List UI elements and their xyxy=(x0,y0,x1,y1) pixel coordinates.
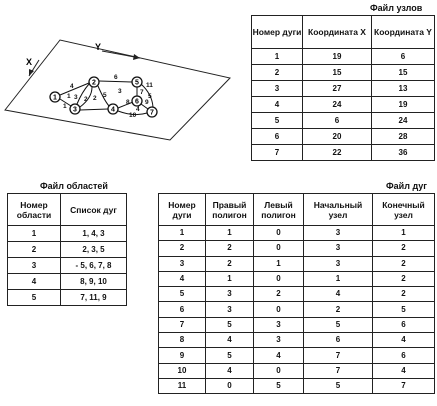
table-cell: 5 xyxy=(373,302,435,317)
table-cell: 2 xyxy=(206,256,254,271)
table-row xyxy=(159,378,435,393)
table-cell: 7 xyxy=(304,348,373,363)
arc-label-10: 10 xyxy=(129,112,137,119)
table-cell: 1 xyxy=(206,271,254,286)
node-label: 5 xyxy=(135,79,139,87)
table-row xyxy=(252,49,435,65)
table-cell: 0 xyxy=(254,271,304,286)
table-cell: 1 xyxy=(159,226,206,241)
table-cell: 4 xyxy=(159,271,206,286)
table-cell: 19 xyxy=(303,49,372,65)
table-row xyxy=(159,317,435,332)
region-label-2: 2 xyxy=(93,95,97,102)
table-cell: 13 xyxy=(372,81,435,97)
table-cell: 1 xyxy=(373,226,435,241)
table-cell: 5 xyxy=(206,348,254,363)
table-cell: 5 xyxy=(304,378,373,393)
table-cell: 2 xyxy=(252,65,303,81)
table-row xyxy=(159,333,435,348)
table-cell: 2 xyxy=(373,256,435,271)
table-row xyxy=(159,256,435,271)
table-cell: 15 xyxy=(303,65,372,81)
arc-label-3: 3 xyxy=(74,94,78,101)
table-cell: 4 xyxy=(206,333,254,348)
table-cell: 6 xyxy=(304,333,373,348)
table-cell: 2 xyxy=(304,302,373,317)
column-header: Координата X xyxy=(303,16,372,49)
arc-label-2: 2 xyxy=(84,96,88,103)
table-cell: 4 xyxy=(373,333,435,348)
table-cell: 24 xyxy=(303,97,372,113)
node-7 xyxy=(147,107,157,117)
node-1 xyxy=(50,92,60,102)
table-cell: 2 xyxy=(254,287,304,302)
table-cell: 7, 11, 9 xyxy=(61,290,127,306)
axis-x-label: X xyxy=(26,57,33,67)
table-cell: 4 xyxy=(252,97,303,113)
arc-label-8: 8 xyxy=(126,99,130,106)
table-cell: 15 xyxy=(372,65,435,81)
table-cell: 4 xyxy=(254,348,304,363)
axis-y-label: Y xyxy=(95,42,102,52)
table-cell: 4 xyxy=(373,363,435,378)
table-cell: 7 xyxy=(373,378,435,393)
table-row xyxy=(159,287,435,302)
table-cell: 0 xyxy=(254,302,304,317)
table-cell: 5 xyxy=(206,317,254,332)
table-row xyxy=(159,241,435,256)
table-row xyxy=(252,81,435,97)
table-row xyxy=(252,113,435,129)
table-cell: 6 xyxy=(373,348,435,363)
table-cell: 3 xyxy=(159,256,206,271)
table-cell: 0 xyxy=(206,378,254,393)
node-5 xyxy=(132,77,142,87)
table-cell: 1 xyxy=(8,226,61,242)
table-row xyxy=(252,129,435,145)
column-header: Конечный узел xyxy=(373,194,435,226)
table-cell: 22 xyxy=(303,145,372,161)
table-cell: 5 xyxy=(8,290,61,306)
table-header-row xyxy=(252,16,435,49)
column-header: Левый полигон xyxy=(254,194,304,226)
node-6 xyxy=(132,96,142,106)
table-header-row xyxy=(8,194,127,226)
table-cell: 3 xyxy=(206,302,254,317)
table-cell: 4 xyxy=(304,287,373,302)
table-cell: 10 xyxy=(159,363,206,378)
table-row xyxy=(252,65,435,81)
table-cell: 4 xyxy=(206,363,254,378)
table-cell: 0 xyxy=(254,241,304,256)
table-cell: 2 xyxy=(373,287,435,302)
table-row xyxy=(159,271,435,286)
node-label: 2 xyxy=(92,79,96,87)
table-cell: 8 xyxy=(159,333,206,348)
table-cell: 0 xyxy=(254,226,304,241)
table-cell: 27 xyxy=(303,81,372,97)
table-cell: 5 xyxy=(304,317,373,332)
node-file-table xyxy=(251,15,435,161)
table-cell: 8, 9, 10 xyxy=(61,274,127,290)
arc-label-7: 7 xyxy=(140,89,144,96)
table-cell: 6 xyxy=(159,302,206,317)
table-row xyxy=(252,97,435,113)
region-label-1: 1 xyxy=(67,93,71,100)
table-cell: 6 xyxy=(303,113,372,129)
table-cell: 28 xyxy=(372,129,435,145)
node-label: 4 xyxy=(111,106,115,114)
table-row xyxy=(8,274,127,290)
table-cell: 7 xyxy=(304,363,373,378)
column-header: Номер дуги xyxy=(159,194,206,226)
node-label: 7 xyxy=(150,109,154,117)
table-row xyxy=(159,226,435,241)
column-header: Номер области xyxy=(8,194,61,226)
table-row xyxy=(8,226,127,242)
node-label: 1 xyxy=(53,94,57,102)
table-row xyxy=(8,242,127,258)
arc-label-11: 11 xyxy=(146,82,153,89)
table-cell: 5 xyxy=(254,378,304,393)
node-label: 3 xyxy=(73,106,77,114)
region-label-3: 3 xyxy=(118,88,122,95)
table-cell: 3 xyxy=(304,241,373,256)
table-cell: 1, 4, 3 xyxy=(61,226,127,242)
column-header: Правый полигон xyxy=(206,194,254,226)
table-row xyxy=(252,145,435,161)
table-cell: 1 xyxy=(304,271,373,286)
table-cell: 0 xyxy=(254,363,304,378)
table-cell: - 5, 6, 7, 8 xyxy=(61,258,127,274)
region-file-title: Файл областей xyxy=(40,181,108,191)
table-cell: 3 xyxy=(254,333,304,348)
table-cell: 6 xyxy=(252,129,303,145)
polygon-network-diagram xyxy=(0,0,240,150)
table-cell: 6 xyxy=(372,49,435,65)
node-4 xyxy=(108,104,118,114)
region-file-table xyxy=(7,193,127,306)
region-label-4: 4 xyxy=(136,106,140,113)
table-cell: 11 xyxy=(159,378,206,393)
table-cell: 7 xyxy=(252,145,303,161)
node-3 xyxy=(70,104,80,114)
table-cell: 2 xyxy=(8,242,61,258)
arc-label-9: 9 xyxy=(145,99,149,106)
arc-file-table xyxy=(158,193,435,394)
table-cell: 5 xyxy=(252,113,303,129)
node-label: 6 xyxy=(135,98,139,106)
table-cell: 24 xyxy=(372,113,435,129)
table-cell: 2 xyxy=(206,241,254,256)
table-cell: 2 xyxy=(373,271,435,286)
node-2 xyxy=(89,77,99,87)
table-cell: 5 xyxy=(159,287,206,302)
arc-label-5: 5 xyxy=(103,92,107,99)
table-cell: 9 xyxy=(159,348,206,363)
table-cell: 1 xyxy=(206,226,254,241)
table-row xyxy=(159,363,435,378)
table-cell: 36 xyxy=(372,145,435,161)
arc-label-6: 6 xyxy=(114,74,118,81)
arc-file-title: Файл дуг xyxy=(386,181,428,191)
column-header: Начальный узел xyxy=(304,194,373,226)
table-cell: 6 xyxy=(373,317,435,332)
table-row xyxy=(8,258,127,274)
table-cell: 3 xyxy=(304,256,373,271)
table-cell: 1 xyxy=(252,49,303,65)
table-cell: 3 xyxy=(254,317,304,332)
table-cell: 3 xyxy=(206,287,254,302)
column-header: Координата Y xyxy=(372,16,435,49)
table-header-row xyxy=(159,194,435,226)
table-row xyxy=(8,290,127,306)
table-cell: 3 xyxy=(252,81,303,97)
node-file-title: Файл узлов xyxy=(370,3,423,13)
table-row xyxy=(159,302,435,317)
table-cell: 1 xyxy=(254,256,304,271)
region-label-5: 5 xyxy=(148,93,152,100)
table-cell: 2 xyxy=(373,241,435,256)
table-cell: 2 xyxy=(159,241,206,256)
table-cell: 7 xyxy=(159,317,206,332)
table-cell: 3 xyxy=(8,258,61,274)
column-header: Номер дуги xyxy=(252,16,303,49)
table-cell: 2, 3, 5 xyxy=(61,242,127,258)
table-cell: 4 xyxy=(8,274,61,290)
arc-label-4: 4 xyxy=(70,83,74,90)
table-cell: 3 xyxy=(304,226,373,241)
table-cell: 19 xyxy=(372,97,435,113)
column-header: Список дуг xyxy=(61,194,127,226)
arc-label-1: 1 xyxy=(63,103,67,110)
table-row xyxy=(159,348,435,363)
table-cell: 20 xyxy=(303,129,372,145)
